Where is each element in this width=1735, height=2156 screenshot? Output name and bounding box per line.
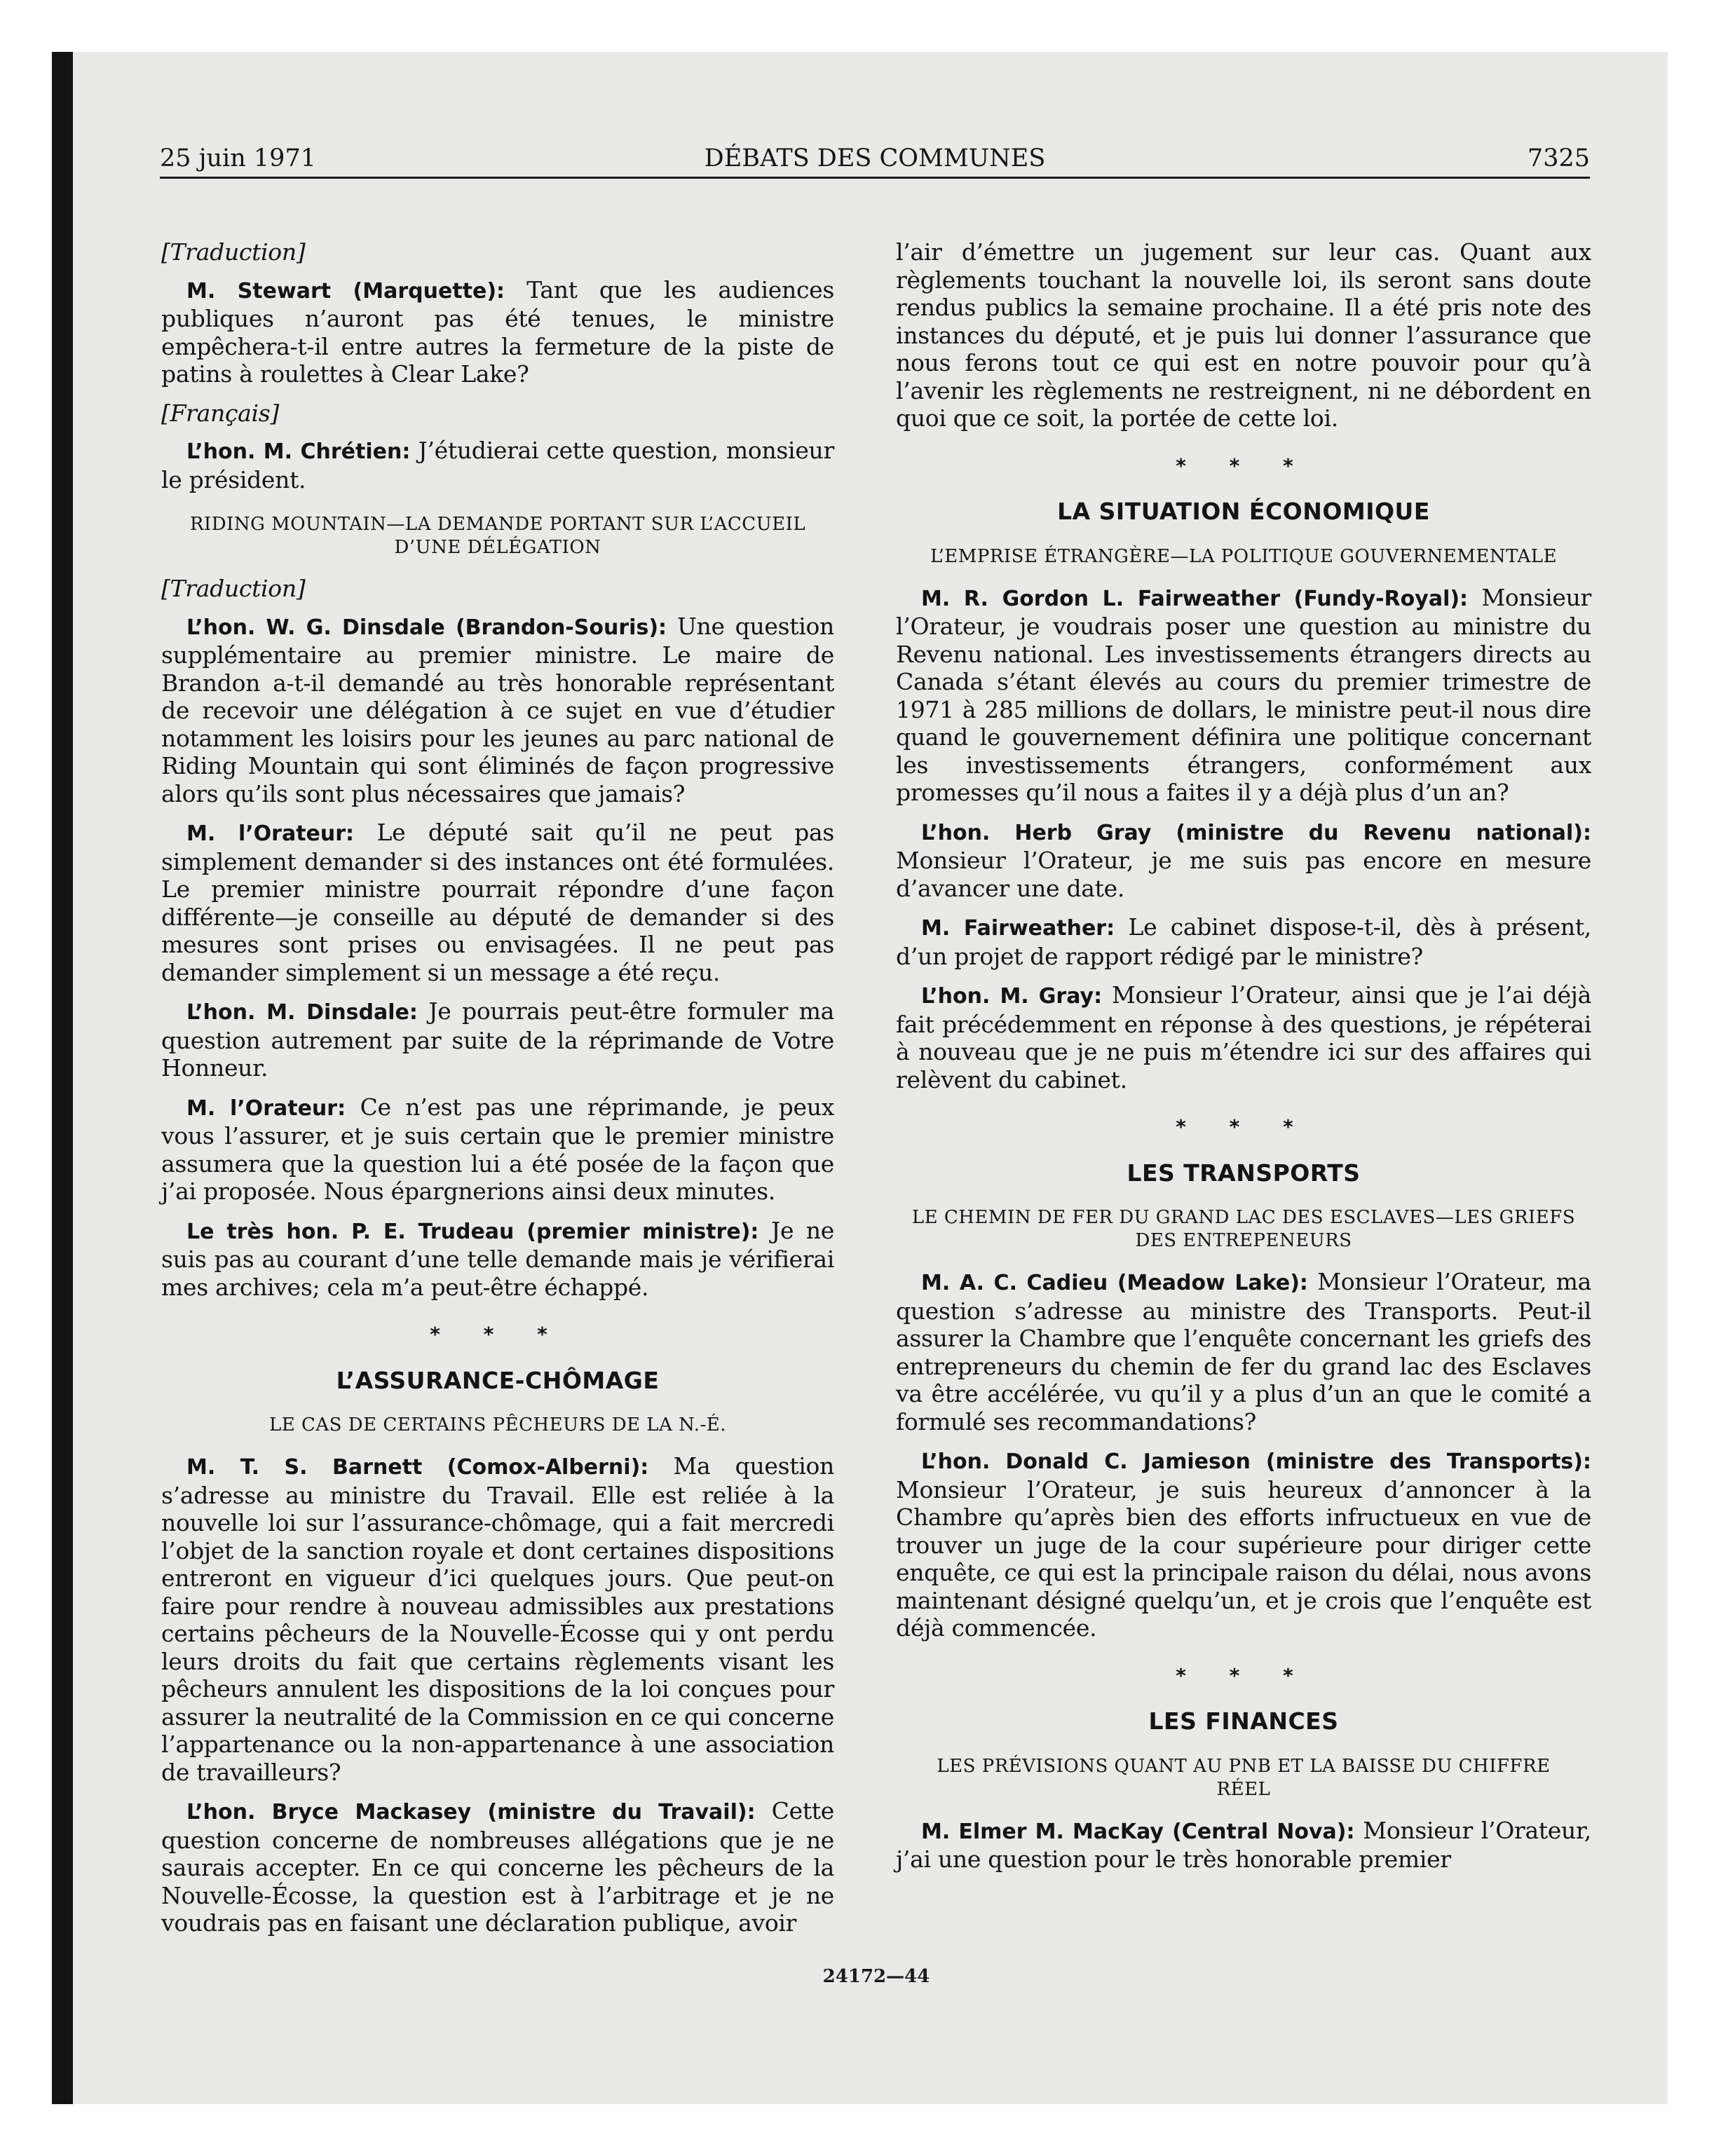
speech-paragraph (161, 1093, 834, 1206)
language-tag: [Français] (161, 399, 279, 427)
speech-text: Le député sait qu’il ne peut pas simplement demander si des instances ont été formulées. Le premier ministre pourrait répondre d’une façon différente—je conseille au député de demander si des mesures sont prises ou envisagées. Il ne peut pas demander simplement si un message a été reçu. (161, 819, 834, 986)
speech-text: Ma question s’adresse au ministre du Travail. Elle est reliée à la nouvelle loi sur l’assurance-chômage, qui a fait mercredi l’objet de la sanction royale et dont certaines dispositions entreront en vigueur d’ici quelques jours. Que peut-on faire pour rendre à nouveau admissibles aux prestations certains pêcheurs de la Nouvelle-Écosse qui y ont perdu leurs droits du fait que certains règlements visant les pêcheurs annulent les dispositions de la loi conçues pour assurer la neutralité de la Commission en ce qui concerne l’appartenance ou la non-appartenance à une association de travailleurs? (161, 1452, 834, 1786)
speech-paragraph (896, 818, 1591, 903)
speaker-name: M. l’Orateur: (186, 821, 355, 846)
speaker-name: M. Stewart (Marquette): (186, 278, 505, 303)
speech-paragraph (161, 613, 834, 808)
speech-text: Ce n’est pas une réprimande, je peux vous l’assurer, et je suis certain que le premier ministre assumera que la question lui a été posée de la façon que j’ai proposée. Nous épargnerions ainsi deux minutes. (161, 1093, 834, 1205)
speaker-name: L’hon. M. Chrétien: (186, 439, 411, 464)
section-heading: LES TRANSPORTS (1127, 1159, 1361, 1187)
speaker-name: Le très hon. P. E. Trudeau (premier ministre): (186, 1219, 759, 1244)
speech-paragraph (896, 1447, 1591, 1642)
speech-paragraph (896, 1817, 1591, 1874)
speech-text: J’étudierai cette question, monsieur le président. (161, 437, 834, 493)
page-number: 7325 (1527, 144, 1590, 172)
speech-paragraph (161, 1797, 834, 1937)
speech-text: Monsieur l’Orateur, ainsi que je l’ai déjà fait précédemment en réponse à des questions, je répéterai à nouveau que je ne puis m’étendre ici sur des affaires qui relèvent du cabinet. (896, 981, 1591, 1093)
section-heading: LES FINANCES (1148, 1707, 1339, 1735)
speech-text: Monsieur l’Orateur, ma question s’adresse au ministre des Transports. Peut-il assurer la Chambre que l’enquête concernant les griefs des entrepreneurs du chemin de fer du grand lac des Esclaves va être accélérée, vu qu’il y a plus d’un an que le comité a formulé ses recommandations? (896, 1268, 1591, 1435)
speaker-name: L’hon. Donald C. Jamieson (ministre des Transports): (921, 1449, 1591, 1474)
speech-paragraph (161, 997, 834, 1082)
print-code: 24172—44 (822, 1966, 930, 1987)
speech-text: Le cabinet dispose-t-il, dès à présent, d’un projet de rapport rédigé par le ministre? (896, 913, 1591, 970)
subheading: LE CHEMIN DE FER DU GRAND LAC DES ESCLAVES—LES GRIEFS DES ENTREPENEURS (911, 1207, 1576, 1251)
section-heading: LA SITUATION ÉCONOMIQUE (1057, 498, 1430, 525)
subheading: LE CAS DE CERTAINS PÊCHEURS DE LA N.-É. (269, 1414, 726, 1435)
left-column (161, 238, 834, 1949)
language-tag: [Traduction] (161, 575, 306, 602)
speech-text: Monsieur l’Orateur, j’ai une question pour le très honorable premier (896, 1816, 1591, 1873)
subheading: LES PRÉVISIONS QUANT AU PNB ET LA BAISSE DU CHIFFRE RÉEL (937, 1755, 1551, 1800)
speech-paragraph (896, 913, 1591, 970)
speech-text: Je ne suis pas au courant d’une telle demande mais je vérifierai mes archives; cela m’a peut-être échappé. (161, 1216, 834, 1301)
speech-paragraph (161, 819, 834, 986)
language-tag: [Traduction] (161, 238, 306, 266)
speech-text: Monsieur l’Orateur, je voudrais poser une question au ministre du Revenu national. Les investissements étrangers directs au Canada s’étant élevés au cours du premier trimestre de 1971 à 285 millions de dollars, le ministre peut-il nous dire quand le gouvernement définira une politique concernant les investissements étrangers, conformément aux promesses qu’il nous a faites il y a déjà plus d’un an? (896, 583, 1591, 806)
speech-text: Monsieur l’Orateur, je me suis pas encore en mesure d’avancer une date. (896, 847, 1591, 902)
running-header (160, 140, 1590, 179)
speech-text: Une question supplémentaire au premier ministre. Le maire de Brandon a-t-il demandé au très honorable représentant de recevoir une délégation à ce sujet en vue d’étudier notamment les loisirs pour les jeunes au parc national de Riding Mountain qui sont éliminés de façon progressive alors qu’ils sont plus nécessaires que jamais? (161, 612, 834, 807)
scan-edge-bar (52, 52, 73, 2104)
speaker-name: M. l’Orateur: (186, 1096, 346, 1121)
speaker-name: M. R. Gordon L. Fairweather (Fundy-Royal): (921, 586, 1469, 611)
speech-paragraph (161, 1452, 834, 1786)
speech-paragraph (896, 584, 1591, 807)
speaker-name: L’hon. M. Dinsdale: (186, 1000, 418, 1025)
section-divider: * * * (430, 1323, 566, 1346)
speech-paragraph (161, 437, 834, 493)
speech-text: Monsieur l’Orateur, je suis heureux d’annoncer à la Chambre qu’après bien des efforts infructueux en vue de trouver un juge de la cour supérieure pour diriger cette enquête, ce qui est la principale raison du délai, nous avons maintenant désigné quelqu’un, et je crois que l’enquête est déjà commencée. (896, 1475, 1591, 1642)
speech-text: Cette question concerne de nombreuses allégations que je ne saurais accepter. En ce qui concerne les pêcheurs de la Nouvelle-Écosse, la question est à l’arbitrage et je ne voudrais pas en faisant une déclaration publique, avoir (161, 1797, 834, 1937)
speaker-name: L’hon. W. G. Dinsdale (Brandon-Souris): (186, 615, 667, 640)
speaker-name: M. T. S. Barnett (Comox-Alberni): (186, 1455, 649, 1480)
section-divider: * * * (1176, 1115, 1312, 1138)
speaker-name: L’hon. Herb Gray (ministre du Revenu national): (921, 820, 1591, 845)
speaker-name: M. A. C. Cadieu (Meadow Lake): (921, 1271, 1308, 1295)
speech-text: Je pourrais peut-être formuler ma question autrement par suite de la réprimande de Votre Honneur. (161, 997, 835, 1082)
speaker-name: M. Elmer M. MacKay (Central Nova): (921, 1819, 1355, 1844)
speech-paragraph (161, 276, 834, 388)
speaker-name: M. Fairweather: (921, 916, 1115, 941)
speech-paragraph (896, 1268, 1591, 1435)
speech-paragraph (896, 981, 1591, 1093)
right-column (896, 238, 1591, 1885)
speech-paragraph (161, 1217, 834, 1302)
speaker-name: L’hon. Bryce Mackasey (ministre du Travail): (186, 1800, 756, 1824)
subheading: RIDING MOUNTAIN—LA DEMANDE PORTANT SUR L’ACCUEIL D’UNE DÉLÉGATION (189, 514, 806, 558)
speaker-name: L’hon. M. Gray: (921, 984, 1103, 1009)
section-divider: * * * (1176, 453, 1312, 477)
subheading: L’EMPRISE ÉTRANGÈRE—LA POLITIQUE GOUVERNEMENTALE (930, 545, 1558, 567)
issue-date: 25 juin 1971 (160, 144, 316, 172)
section-divider: * * * (1176, 1663, 1312, 1687)
section-heading: L’ASSURANCE-CHÔMAGE (336, 1366, 660, 1394)
continued-paragraph: l’air d’émettre un jugement sur leur cas. Quant aux règlements touchant la nouvelle loi, ils seront sans doute rendus publics la semaine prochaine. Il a été pris note des instances du député, et je puis lui donner l’assurance que nous ferons tout ce qui est en notre pouvoir pour qu’à l’avenir les règlements ne restreignent, ni ne débordent en quoi que ce soit, la portée de cette loi. (896, 238, 1591, 432)
journal-title: DÉBATS DES COMMUNES (704, 144, 1046, 172)
speech-text: Tant que les audiences publiques n’auront pas été tenues, le ministre empêchera-t-il entre autres la fermeture de la piste de patins à roulettes à Clear Lake? (161, 275, 834, 388)
